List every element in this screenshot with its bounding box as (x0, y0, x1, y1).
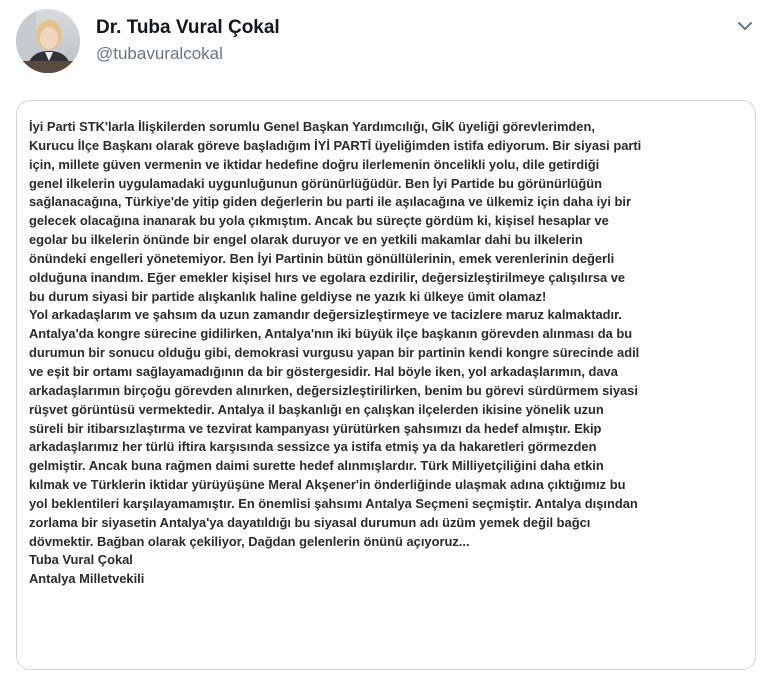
statement-line: olduğuna inandım. Eğer emekler kişisel hırs ve egolara ezdirilir, değersizleştirilmeye çalışılırsa ve (29, 269, 626, 285)
statement-line: sağlanacağına, Türkiye'de yitip giden değerlerin bu parti ile aşılacağına ve ülkemiz için daha iyi bir (29, 194, 631, 210)
statement-line: rüşvet görüntüsü vermektedir. Antalya il başkanlığı en çalışkan ilçelerden ikisine yönelik uzun (29, 401, 604, 417)
statement-line: süreli bir itibarsızlaştırma ve tezvirat kampanyası yürütürken şahsımızı da hedef almıştır. Ekip (29, 420, 602, 436)
statement-line: arkadaşlarımız her türlü iftira karşısında sessizce ya istifa etmiş ya da hakaretleri görmezden (29, 439, 597, 455)
statement-line: önündeki engelleri yönetemiyor. Ben İyi Partinin bütün gönüllülerinin, emek verenlerinin değerli (29, 250, 615, 266)
statement-line: İyi Parti STK'larla İlişkilerden sorumlu Genel Başkan Yardımcılığı, GİK üyeliği görevlerimden, (29, 119, 595, 134)
statement-line: durumun bir sonucu olduğu gibi, demokrasi vurgusu yapan bir partinin kendi kongre sürecinde adil (29, 345, 640, 361)
statement-line: zorlama bir siyasetin Antalya'ya dayatıldığı bu siyasal durumun adı üzüm yemek değil bağcı (29, 514, 591, 530)
display-name[interactable]: Dr. Tuba Vural Çokal (96, 17, 280, 38)
statement-line: genel ilkelerin uygulamadaki uygunluğunun görünürlüğüdür. Ben İyi Partide bu görünürlüğün (29, 175, 602, 191)
statement-line: arkadaşlarımın birçoğu görevden alınırken, değersizleştirilirken, benim bu görevi sürdürmem siyasi (29, 382, 638, 398)
statement-line: gelmiştir. Ancak buna rağmen daimi surette hedef alınmışlardır. Türk Milliyetçiliğini daha etkin (29, 458, 604, 474)
statement-line: egolar bu ilkelerin önünde bir engel olarak duruyor ve en yetkili makamlar dahi bu ilkelerin (29, 232, 583, 248)
statement-line: ve eşit bir ortamı sağlayamadığının da bir göstergesidir. Hal böyle iken, yol arkadaşlarımın, dava (29, 363, 618, 379)
statement-line: dövmektir. Bağban olarak çekiliyor, Dağdan gelenlerin önünü açıyoruz... (29, 533, 470, 549)
statement-line: Kurucu İlçe Başkanı olarak göreve başladığım İYİ PARTİ üyeliğimden istifa ediyorum. Bir siyasi parti (29, 137, 642, 153)
statement-line: bu durum siyasi bir partide alışkanlık haline geldiyse ne yazık ki ülkeye ümit olamaz! (29, 288, 547, 304)
statement-line: Antalya Milletvekili (29, 571, 145, 587)
statement-line: gelecek olacağına inanarak bu yola çıkmıştım. Ancak bu süreçte gördüm ki, kişisel hesaplar ve (29, 213, 609, 229)
statement-text (29, 118, 749, 589)
tweet-header (0, 0, 770, 90)
statement-line: Tuba Vural Çokal (29, 552, 133, 568)
statement-line: yol beklentileri karşılayamamıştır. En önemlisi şahsımı Antalya Seçmeni seçmiştir. Antalya dışından (29, 495, 638, 511)
user-handle[interactable]: @tubavuralcokal (96, 44, 223, 63)
chevron-down-icon[interactable] (733, 14, 757, 38)
statement-line: Yol arkadaşlarım ve şahsım da uzun zamandır değersizleştirmeye ve tacizlere maruz kalmaktadır. (29, 307, 623, 323)
statement-image[interactable] (16, 100, 756, 670)
avatar[interactable] (16, 9, 80, 73)
statement-line: için, millete güven vermenin ve iktidar hedefine doğru ilerlemenin öncelikli yolu, dile getirdiği (29, 156, 600, 172)
statement-line: kılmak ve Türklerin iktidar yürüyüşüne Meral Akşener'in önderliğinde ulaşmak adına çıktığımız bu (29, 477, 626, 493)
profile-photo (16, 9, 80, 73)
statement-line: Antalya'da kongre sürecine gidilirken, Antalya'nın iki büyük ilçe başkanın görevden alınması da bu (29, 326, 633, 342)
